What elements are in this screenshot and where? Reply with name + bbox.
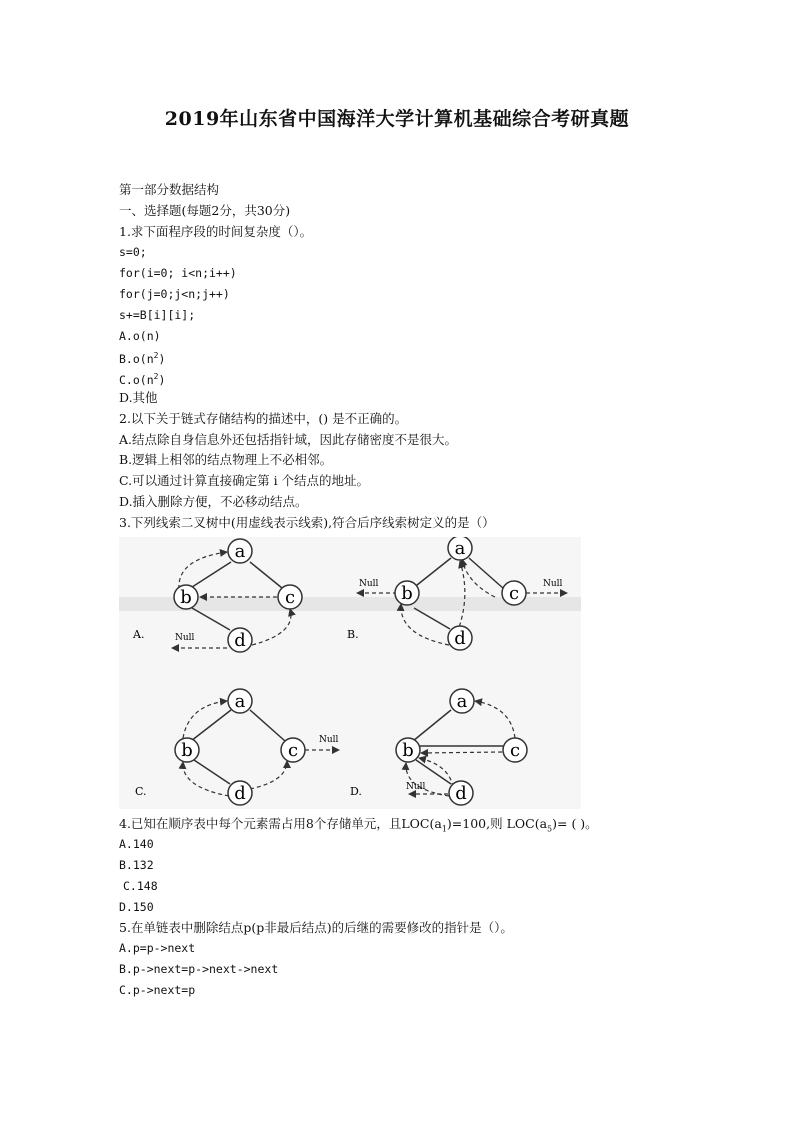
option-a: A.140 (119, 837, 154, 852)
threaded-tree-diagrams (119, 537, 581, 809)
node-label: a (456, 690, 468, 712)
option-b: B.p->next=p->next->next (119, 962, 279, 977)
node-label: d (455, 782, 467, 804)
node-label: c (509, 739, 521, 761)
option-c: C.148 (123, 878, 158, 893)
option-a: A.结点除自身信息外还包括指针域，因此存储密度不是很大。 (119, 431, 458, 447)
panel-label: A. (133, 627, 145, 641)
node-label: c (284, 586, 296, 608)
node-label: d (234, 629, 246, 651)
null-label: Null (319, 734, 339, 745)
node-label: b (401, 582, 413, 604)
node-label: a (454, 537, 466, 559)
option-b: B.逻辑上相邻的结点物理上不必相邻。 (119, 452, 333, 468)
question-4-stem: 4.已知在顺序表中每个元素需占用8个存储单元，且$LOC(a_1)=100$,则 $LOC(a_5)=$ ( )。 (119, 815, 598, 834)
node-label: d (454, 627, 466, 649)
question-2-stem: 2.以下关于链式存储结构的描述中，() 是不正确的。 (119, 410, 408, 426)
panel-label: B. (347, 627, 359, 641)
node-label: c (508, 582, 520, 604)
code-line: for(i=0; i<n;i++) (119, 266, 237, 281)
null-label: Null (406, 781, 426, 792)
node-label: b (402, 739, 414, 761)
code-line: s=0; (119, 245, 147, 260)
node-label: b (180, 586, 192, 608)
question-3-stem: 3.下列线索二叉树中(用虚线表示线索),符合后序线索树定义的是（） (119, 514, 495, 530)
node-label: a (234, 690, 246, 712)
panel-label: D. (350, 784, 362, 798)
node-label: c (287, 739, 299, 761)
part-heading: 第一部分数据结构 (119, 182, 220, 197)
null-label: Null (359, 578, 379, 589)
option-a: A.o(n) (119, 328, 161, 343)
option-d: D.其他 (119, 389, 158, 405)
option-d: D.150 (119, 899, 154, 914)
option-c: $C.o(n^2)$ (119, 372, 166, 387)
option-d: D.插入删除方便，不必移动结点。 (119, 493, 308, 509)
node-label: b (181, 739, 193, 761)
question-5-stem: 5.在单链表中删除结点p(p非最后结点)的后继的需要修改的指针是（）。 (119, 919, 513, 935)
node-label: d (234, 782, 246, 804)
panel-label: C. (135, 784, 147, 798)
option-a: A.p=p->next (119, 941, 196, 956)
node-label: a (234, 540, 246, 562)
threaded-tree-figure (119, 537, 581, 809)
document-body (119, 180, 719, 1001)
option-b: $B.o(n^2)$ (119, 351, 166, 367)
null-label: Null (175, 632, 195, 643)
option-b: B.132 (119, 858, 154, 873)
option-c: C.可以通过计算直接确定第 i 个结点的地址。 (119, 473, 370, 489)
code-line: s+=B[i][i]; (119, 307, 196, 322)
null-label: Null (543, 578, 563, 589)
page-title: 2019年山东省中国海洋大学计算机基础综合考研真题 (164, 108, 630, 130)
code-line: for(j=0;j<n;j++) (119, 286, 230, 301)
question-1-stem: 1.求下面程序段的时间复杂度（）。 (119, 223, 313, 239)
section-heading: 一、选择题(每题2分，共30分) (119, 202, 291, 218)
option-c: C.p->next=p (119, 982, 196, 997)
